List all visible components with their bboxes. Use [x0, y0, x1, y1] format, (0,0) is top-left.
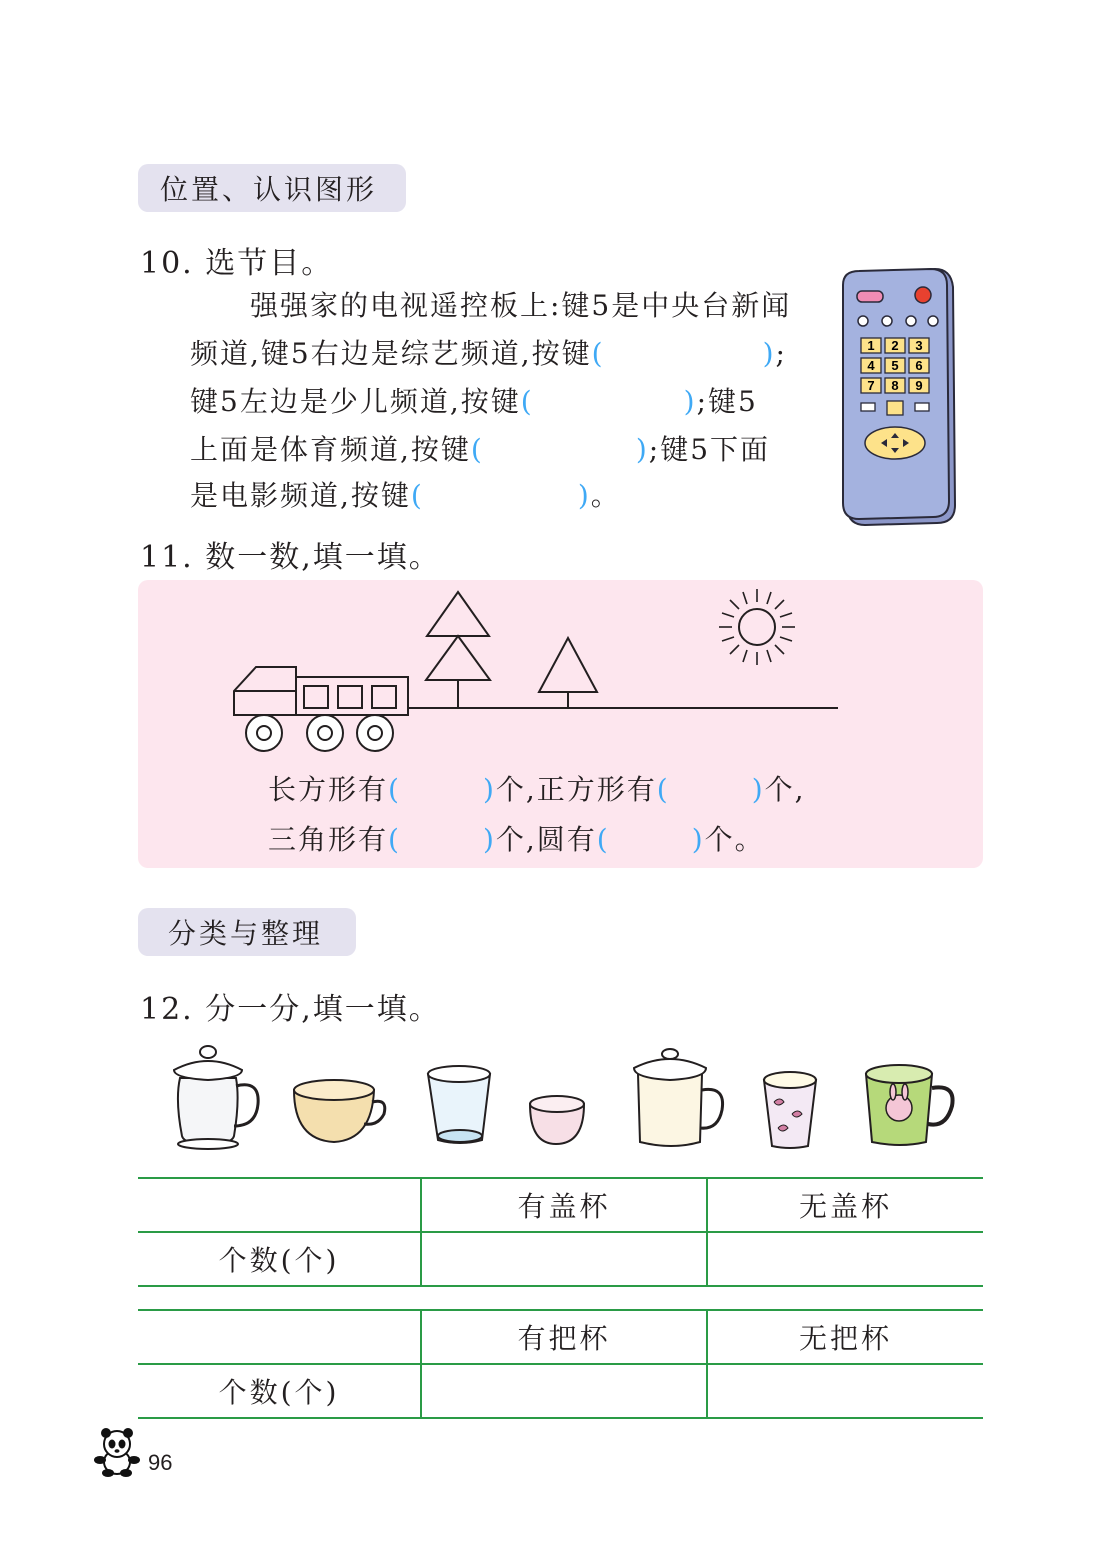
answer-cell-with-handle[interactable]: [421, 1364, 707, 1418]
panda-icon: [92, 1426, 142, 1478]
cup-lidded-mug: [174, 1046, 258, 1149]
table-header-without-handle: 无把杯: [707, 1310, 983, 1364]
cup-small-pink: [530, 1096, 584, 1144]
remote-key-1: 1: [867, 338, 875, 353]
cups-illustration: [160, 1040, 960, 1152]
truck-square-1: [304, 686, 328, 708]
table-header-without-lid: 无盖杯: [707, 1178, 983, 1232]
sun-circle: [739, 609, 775, 645]
remote-key-3: 3: [915, 338, 923, 353]
cup-flower: [764, 1072, 816, 1148]
table-handle: [138, 1309, 983, 1419]
answer-cell-with-lid[interactable]: [421, 1232, 707, 1286]
q10-line-1: 强强家的电视遥控板上:键5是中央台新闻: [250, 289, 792, 322]
answer-cell-without-handle[interactable]: [707, 1364, 983, 1418]
section-title: 位置、认识图形: [160, 173, 378, 206]
section-title-2: 分类与整理: [168, 917, 324, 950]
answer-cell-without-lid[interactable]: [707, 1232, 983, 1286]
truck-wheel-1: [246, 715, 282, 751]
remote-key-7: 7: [867, 378, 875, 393]
cup-green-rabbit: [866, 1065, 953, 1145]
table-row: [138, 1232, 983, 1286]
remote-control-illustration: [835, 265, 960, 527]
q10-line-4: 上面是体育频道,按键( );键5下面: [190, 433, 771, 466]
truck-square-2: [338, 686, 362, 708]
remote-key-4: 4: [867, 358, 875, 373]
truck-square-3: [372, 686, 396, 708]
question-10-title: 10. 选节目。: [140, 246, 334, 281]
small-tree-triangle: [539, 638, 597, 692]
page-number: 96: [148, 1450, 173, 1475]
table-header-with-handle: 有把杯: [421, 1310, 707, 1364]
shapes-picture: [138, 580, 983, 760]
q10-line-3: 键5左边是少儿频道,按键( );键5: [190, 385, 758, 418]
table-row: [138, 1364, 983, 1418]
remote-key-8: 8: [891, 378, 899, 393]
table-lid: [138, 1177, 983, 1287]
q10-line-2: 频道,键5右边是综艺频道,按键( );: [190, 337, 787, 370]
remote-key-9: 9: [915, 378, 923, 393]
question-11-title: 11. 数一数,填一填。: [140, 540, 441, 575]
truck-bed: [296, 677, 408, 715]
q10-line-5: 是电影频道,按键( )。: [190, 479, 621, 512]
section-tag-sort-organize: [138, 908, 356, 956]
cup-lidded-cream: [634, 1049, 723, 1146]
truck-wheel-3: [357, 715, 393, 751]
truck-wheel-2: [307, 715, 343, 751]
q11-line-2: 三角形有( )个,圆有( )个。: [268, 823, 765, 856]
section-tag-position-shapes: [138, 164, 406, 212]
remote-key-2: 2: [891, 338, 899, 353]
remote-key-6: 6: [915, 358, 923, 373]
question-12-title: 12. 分一分,填一填。: [140, 992, 441, 1027]
tree-triangle-bottom: [426, 636, 490, 680]
remote-keypad: [861, 338, 929, 393]
q11-line-1: 长方形有( )个,正方形有( )个,: [268, 773, 806, 806]
cup-glass: [428, 1066, 490, 1143]
cup-tea-beige: [294, 1080, 385, 1142]
tree-triangle-top: [427, 592, 489, 636]
table-row-label: 个数(个): [138, 1364, 421, 1418]
sun-rays: [719, 589, 795, 665]
remote-key-5: 5: [891, 358, 899, 373]
table-row: [138, 1310, 983, 1364]
table-row-label: 个数(个): [138, 1232, 421, 1286]
table-row: [138, 1178, 983, 1232]
table-header-with-lid: 有盖杯: [421, 1178, 707, 1232]
